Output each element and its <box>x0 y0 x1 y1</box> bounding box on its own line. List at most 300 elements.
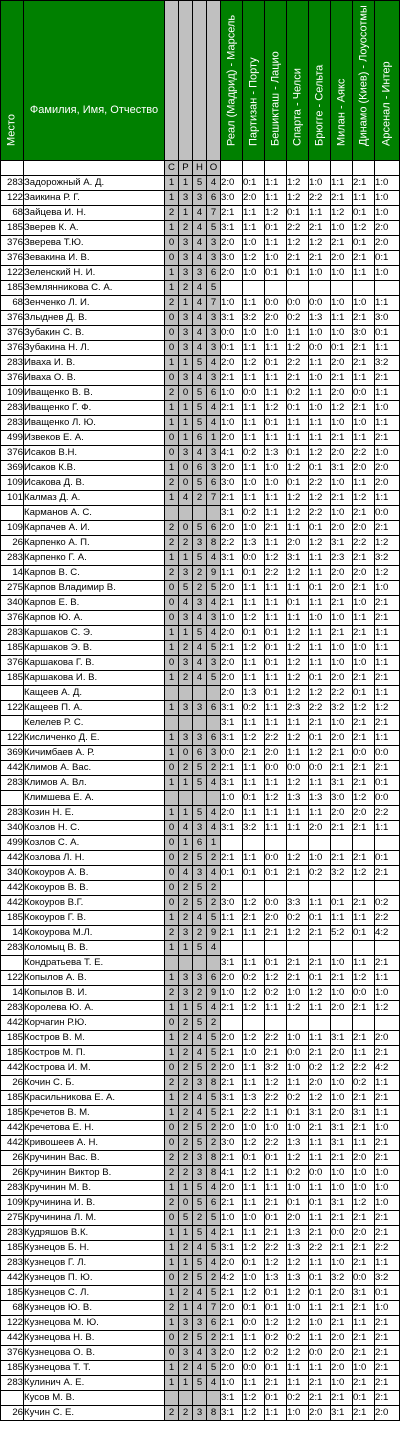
cell-prediction: 1:0 <box>265 326 287 341</box>
cell-played: 2 <box>165 926 179 941</box>
cell-points: 5 <box>207 911 221 926</box>
cell-outcome: 5 <box>193 1061 207 1076</box>
cell-prediction: 1:2 <box>265 1316 287 1331</box>
table-row <box>1 386 400 401</box>
cell-prediction: 0:1 <box>287 401 309 416</box>
cell-prediction: 0:1 <box>265 641 287 656</box>
cell-prediction: 3:2 <box>331 701 353 716</box>
cell-prediction: 0:1 <box>221 341 243 356</box>
cell-prediction: 2:0 <box>375 476 400 491</box>
cell-prediction: 1:0 <box>375 191 400 206</box>
cell-exact: 0 <box>179 1196 193 1211</box>
cell-prediction: 1:0 <box>375 581 400 596</box>
cell-place: 109 <box>1 476 24 491</box>
cell-prediction: 3:0 <box>353 326 375 341</box>
stat-header-blank <box>221 161 243 176</box>
cell-outcome: 4 <box>193 371 207 386</box>
cell-prediction: 0:1 <box>243 1301 265 1316</box>
cell-name: Исаков К.В. <box>24 461 165 476</box>
cell-played: 2 <box>165 566 179 581</box>
cell-prediction: 1:2 <box>287 491 309 506</box>
table-row <box>1 671 400 686</box>
cell-outcome: 3 <box>193 596 207 611</box>
cell-played: 1 <box>165 491 179 506</box>
cell-outcome: 5 <box>193 1196 207 1211</box>
cell-prediction: 1:1 <box>309 551 331 566</box>
cell-points: 2 <box>207 881 221 896</box>
cell-prediction: 1:0 <box>375 266 400 281</box>
cell-place: 369 <box>1 461 24 476</box>
cell-prediction: 2:0 <box>331 251 353 266</box>
cell-prediction: 0:1 <box>309 581 331 596</box>
cell-points: 6 <box>207 266 221 281</box>
table-row <box>1 1301 400 1316</box>
cell-prediction: 2:1 <box>221 1046 243 1061</box>
cell-prediction: 1:0 <box>243 476 265 491</box>
cell-prediction: 3:1 <box>221 506 243 521</box>
cell-played: 2 <box>165 1196 179 1211</box>
cell-place <box>1 716 24 731</box>
cell-outcome: 2 <box>193 986 207 1001</box>
cell-prediction: 1:2 <box>353 971 375 986</box>
stat-header-blank <box>24 161 165 176</box>
cell-place: 14 <box>1 926 24 941</box>
cell-name: Королева Ю. А. <box>24 1001 165 1016</box>
cell-prediction: 3:3 <box>287 896 309 911</box>
cell-prediction <box>309 836 331 851</box>
cell-prediction: 0:1 <box>353 206 375 221</box>
cell-outcome: 4 <box>193 1241 207 1256</box>
cell-prediction: 1:2 <box>353 791 375 806</box>
cell-prediction: 2:1 <box>331 491 353 506</box>
cell-prediction: 0:0 <box>243 551 265 566</box>
cell-points: 7 <box>207 491 221 506</box>
cell-points: 8 <box>207 1406 221 1421</box>
cell-prediction: 1:1 <box>353 611 375 626</box>
cell-place: 442 <box>1 761 24 776</box>
cell-prediction: 1:0 <box>309 851 331 866</box>
cell-prediction <box>331 836 353 851</box>
cell-prediction: 1:2 <box>287 1286 309 1301</box>
cell-prediction: 2:2 <box>265 1241 287 1256</box>
cell-prediction: 2:0 <box>331 566 353 581</box>
cell-prediction: 1:0 <box>375 206 400 221</box>
cell-prediction: 1:2 <box>287 461 309 476</box>
cell-played: 2 <box>165 1076 179 1091</box>
cell-prediction: 2:1 <box>375 521 400 536</box>
cell-prediction: 1:2 <box>287 1151 309 1166</box>
cell-prediction: 2:1 <box>353 671 375 686</box>
table-row <box>1 1256 400 1271</box>
cell-name: Иващенко В. В. <box>24 386 165 401</box>
cell-prediction: 1:1 <box>375 1106 400 1121</box>
cell-name: Карпов Владимир В. <box>24 581 165 596</box>
cell-prediction <box>221 881 243 896</box>
cell-prediction <box>353 941 375 956</box>
cell-place: 109 <box>1 521 24 536</box>
cell-prediction: 2:0 <box>331 731 353 746</box>
cell-prediction: 0:2 <box>287 911 309 926</box>
header-match: Спарта - Челси <box>287 1 309 161</box>
cell-prediction: 2:1 <box>243 746 265 761</box>
cell-prediction: 1:1 <box>287 1361 309 1376</box>
cell-outcome <box>193 791 207 806</box>
cell-prediction <box>221 281 243 296</box>
cell-outcome: 4 <box>193 1091 207 1106</box>
cell-prediction: 1:3 <box>287 1241 309 1256</box>
cell-prediction: 2:0 <box>331 1001 353 1016</box>
cell-prediction: 0:1 <box>265 656 287 671</box>
cell-prediction: 1:1 <box>265 491 287 506</box>
cell-prediction: 0:0 <box>265 761 287 776</box>
cell-prediction: 1:2 <box>309 986 331 1001</box>
table-row <box>1 461 400 476</box>
table-row <box>1 191 400 206</box>
cell-prediction: 1:2 <box>331 1061 353 1076</box>
cell-prediction: 2:1 <box>375 716 400 731</box>
cell-prediction: 2:1 <box>265 1046 287 1061</box>
header-match: Партизан - Порту <box>243 1 265 161</box>
cell-prediction: 2:1 <box>331 191 353 206</box>
cell-prediction: 1:1 <box>309 1361 331 1376</box>
cell-prediction: 1:0 <box>221 416 243 431</box>
cell-prediction: 1:1 <box>375 686 400 701</box>
cell-name: Кусов М. В. <box>24 1391 165 1406</box>
cell-prediction: 2:1 <box>221 401 243 416</box>
cell-exact: 0 <box>179 461 193 476</box>
cell-name: Климов А. Вас. <box>24 761 165 776</box>
cell-prediction: 1:1 <box>243 716 265 731</box>
cell-exact: 2 <box>179 881 193 896</box>
cell-played: 0 <box>165 851 179 866</box>
cell-outcome: 4 <box>193 656 207 671</box>
cell-exact: 3 <box>179 341 193 356</box>
cell-prediction: 2:1 <box>375 1316 400 1331</box>
cell-name: Карпов Ю. А. <box>24 611 165 626</box>
cell-place: 185 <box>1 1106 24 1121</box>
cell-prediction: 1:1 <box>309 641 331 656</box>
cell-place <box>1 956 24 971</box>
cell-prediction: 2:1 <box>375 1091 400 1106</box>
cell-exact: 3 <box>179 251 193 266</box>
cell-prediction: 2:1 <box>287 251 309 266</box>
cell-place: 283 <box>1 551 24 566</box>
cell-place: 14 <box>1 566 24 581</box>
header-place: Место <box>1 1 24 161</box>
cell-prediction: 1:1 <box>265 386 287 401</box>
cell-place: 376 <box>1 311 24 326</box>
cell-prediction: 1:1 <box>243 221 265 236</box>
cell-name: Кондратьева Т. Е. <box>24 956 165 971</box>
cell-prediction: 1:1 <box>309 806 331 821</box>
cell-exact: 3 <box>179 446 193 461</box>
cell-place: 122 <box>1 191 24 206</box>
table-row <box>1 731 400 746</box>
cell-played: 0 <box>165 1271 179 1286</box>
cell-prediction: 2:1 <box>353 401 375 416</box>
cell-prediction: 1:2 <box>265 401 287 416</box>
cell-prediction: 0:0 <box>375 746 400 761</box>
table-row <box>1 911 400 926</box>
cell-prediction: 1:0 <box>331 1181 353 1196</box>
cell-prediction <box>375 281 400 296</box>
cell-points: 3 <box>207 461 221 476</box>
cell-prediction: 2:1 <box>375 371 400 386</box>
cell-name: Кучин С. Е. <box>24 1406 165 1421</box>
cell-points: 3 <box>207 251 221 266</box>
cell-exact: 2 <box>179 1091 193 1106</box>
cell-name: Кудряшов В.К. <box>24 1226 165 1241</box>
cell-points: 5 <box>207 671 221 686</box>
cell-prediction: 1:1 <box>265 806 287 821</box>
cell-outcome: 2 <box>193 566 207 581</box>
cell-prediction: 2:0 <box>331 1106 353 1121</box>
cell-prediction: 1:1 <box>375 971 400 986</box>
cell-points: 3 <box>207 446 221 461</box>
cell-prediction: 0:2 <box>309 866 331 881</box>
cell-points: 5 <box>207 1286 221 1301</box>
cell-prediction: 2:2 <box>221 536 243 551</box>
cell-played: 1 <box>165 776 179 791</box>
cell-outcome: 6 <box>193 431 207 446</box>
cell-prediction: 0:1 <box>375 1286 400 1301</box>
cell-played: 0 <box>165 326 179 341</box>
cell-outcome: 3 <box>193 191 207 206</box>
cell-prediction: 0:1 <box>309 911 331 926</box>
cell-prediction: 3:0 <box>331 791 353 806</box>
cell-name: Козин Н. Е. <box>24 806 165 821</box>
cell-prediction: 2:1 <box>309 1121 331 1136</box>
cell-prediction: 2:2 <box>309 506 331 521</box>
cell-points: 4 <box>207 1376 221 1391</box>
cell-prediction: 3:1 <box>221 1391 243 1406</box>
cell-prediction: 2:1 <box>375 1346 400 1361</box>
cell-outcome: 5 <box>193 1016 207 1031</box>
cell-prediction: 1:1 <box>375 731 400 746</box>
cell-prediction: 3:0 <box>375 311 400 326</box>
cell-prediction: 2:2 <box>287 356 309 371</box>
cell-points: 8 <box>207 1076 221 1091</box>
cell-place: 122 <box>1 701 24 716</box>
cell-prediction: 2:1 <box>331 761 353 776</box>
cell-prediction: 3:1 <box>221 776 243 791</box>
cell-prediction: 0:0 <box>353 986 375 1001</box>
cell-prediction: 1:1 <box>309 1331 331 1346</box>
cell-exact: 2 <box>179 1406 193 1421</box>
cell-points: 6 <box>207 386 221 401</box>
cell-prediction: 0:1 <box>243 791 265 806</box>
cell-prediction: 1:0 <box>265 461 287 476</box>
cell-prediction: 2:0 <box>221 176 243 191</box>
cell-played: 0 <box>165 1346 179 1361</box>
cell-outcome: 3 <box>193 866 207 881</box>
cell-prediction: 2:1 <box>353 551 375 566</box>
cell-prediction: 2:2 <box>309 476 331 491</box>
cell-place: 376 <box>1 656 24 671</box>
cell-prediction <box>265 836 287 851</box>
cell-prediction <box>287 941 309 956</box>
cell-place <box>1 1391 24 1406</box>
cell-place: 442 <box>1 1061 24 1076</box>
cell-place: 185 <box>1 1286 24 1301</box>
cell-exact: 3 <box>179 566 193 581</box>
cell-prediction: 0:0 <box>243 1361 265 1376</box>
header-match: Бешикташ - Лацио <box>265 1 287 161</box>
cell-name: Зевакина И. В. <box>24 251 165 266</box>
cell-prediction: 2:2 <box>353 446 375 461</box>
table-row <box>1 1136 400 1151</box>
cell-prediction: 1:1 <box>221 911 243 926</box>
cell-prediction: 1:1 <box>287 326 309 341</box>
cell-exact: 3 <box>179 701 193 716</box>
table-row <box>1 356 400 371</box>
cell-prediction: 1:1 <box>265 1166 287 1181</box>
cell-prediction: 2:0 <box>375 221 400 236</box>
cell-prediction <box>265 941 287 956</box>
cell-prediction: 1:0 <box>331 476 353 491</box>
cell-outcome: 5 <box>193 416 207 431</box>
cell-points: 2 <box>207 761 221 776</box>
cell-prediction: 2:1 <box>353 341 375 356</box>
cell-prediction: 3:1 <box>331 1406 353 1421</box>
cell-exact: 2 <box>179 1166 193 1181</box>
cell-prediction: 1:1 <box>265 596 287 611</box>
cell-prediction: 2:1 <box>353 1091 375 1106</box>
cell-prediction <box>265 281 287 296</box>
cell-outcome: 4 <box>193 1286 207 1301</box>
cell-name: Козлов Н. С. <box>24 821 165 836</box>
cell-prediction: 2:1 <box>331 1316 353 1331</box>
cell-prediction: 2:2 <box>243 1106 265 1121</box>
cell-prediction: 1:1 <box>265 176 287 191</box>
cell-place: 376 <box>1 251 24 266</box>
table-row <box>1 791 400 806</box>
cell-played: 1 <box>165 1181 179 1196</box>
cell-prediction: 1:1 <box>287 521 309 536</box>
cell-place: 442 <box>1 881 24 896</box>
cell-name: Исаков В.Н. <box>24 446 165 461</box>
table-row <box>1 296 400 311</box>
cell-place: 275 <box>1 1211 24 1226</box>
cell-prediction: 1:0 <box>331 656 353 671</box>
cell-prediction: 1:1 <box>287 746 309 761</box>
cell-played: 1 <box>165 1001 179 1016</box>
cell-prediction: 0:0 <box>309 1166 331 1181</box>
cell-name: Задорожный А. Д. <box>24 176 165 191</box>
cell-outcome: 4 <box>193 641 207 656</box>
cell-prediction: 1:0 <box>375 1121 400 1136</box>
cell-exact: 2 <box>179 641 193 656</box>
cell-exact: 2 <box>179 1271 193 1286</box>
cell-prediction: 1:1 <box>243 956 265 971</box>
cell-outcome: 4 <box>193 251 207 266</box>
table-row <box>1 1346 400 1361</box>
cell-prediction: 1:2 <box>265 551 287 566</box>
cell-played: 0 <box>165 1121 179 1136</box>
cell-prediction <box>331 281 353 296</box>
cell-name: Карпенко Г. А. <box>24 551 165 566</box>
cell-played: 1 <box>165 176 179 191</box>
cell-prediction: 1:3 <box>287 1226 309 1241</box>
cell-prediction: 2:1 <box>287 971 309 986</box>
cell-prediction: 0:2 <box>287 1331 309 1346</box>
cell-exact: 2 <box>179 1151 193 1166</box>
cell-points: 6 <box>207 191 221 206</box>
cell-prediction: 2:1 <box>309 956 331 971</box>
cell-name: Зубакин С. В. <box>24 326 165 341</box>
cell-prediction: 2:1 <box>353 896 375 911</box>
cell-outcome: 5 <box>193 386 207 401</box>
cell-place: 376 <box>1 446 24 461</box>
cell-prediction: 3:1 <box>221 1091 243 1106</box>
cell-prediction: 3:1 <box>331 776 353 791</box>
cell-place: 122 <box>1 731 24 746</box>
cell-prediction: 2:0 <box>221 656 243 671</box>
cell-prediction: 0:0 <box>331 1226 353 1241</box>
cell-exact: 2 <box>179 1061 193 1076</box>
stat-header-blank <box>309 161 331 176</box>
cell-name: Кривошеев А. Н. <box>24 1136 165 1151</box>
cell-prediction: 1:1 <box>287 416 309 431</box>
cell-points: 4 <box>207 551 221 566</box>
cell-prediction: 0:2 <box>287 1166 309 1181</box>
cell-points: 2 <box>207 1136 221 1151</box>
cell-name: Зверева Т.Ю. <box>24 236 165 251</box>
cell-prediction: 2:1 <box>353 176 375 191</box>
cell-prediction: 1:2 <box>243 731 265 746</box>
cell-prediction: 1:1 <box>243 1061 265 1076</box>
cell-played: 1 <box>165 941 179 956</box>
cell-prediction: 3:1 <box>331 1136 353 1151</box>
cell-exact: 4 <box>179 596 193 611</box>
cell-prediction: 0:1 <box>287 476 309 491</box>
cell-prediction: 0:2 <box>265 986 287 1001</box>
header-stat-spacer <box>207 1 221 161</box>
cell-prediction: 2:1 <box>353 1376 375 1391</box>
cell-prediction: 2:0 <box>353 806 375 821</box>
cell-points: 3 <box>207 326 221 341</box>
cell-prediction: 3:2 <box>243 821 265 836</box>
cell-prediction: 1:1 <box>243 461 265 476</box>
cell-played: 1 <box>165 641 179 656</box>
cell-exact: 3 <box>179 371 193 386</box>
cell-prediction: 1:3 <box>287 1136 309 1151</box>
cell-points: 2 <box>207 1271 221 1286</box>
cell-prediction: 1:2 <box>243 1346 265 1361</box>
cell-prediction: 2:1 <box>353 1301 375 1316</box>
cell-points: 3 <box>207 746 221 761</box>
cell-prediction: 1:1 <box>243 776 265 791</box>
table-row <box>1 851 400 866</box>
cell-place: 68 <box>1 296 24 311</box>
cell-played <box>165 956 179 971</box>
header-match: Динамо (Киев) - Лоуосотмы <box>353 1 375 161</box>
cell-prediction: 0:2 <box>287 1391 309 1406</box>
cell-played: 1 <box>165 1316 179 1331</box>
table-row <box>1 491 400 506</box>
cell-prediction: 2:1 <box>375 1046 400 1061</box>
cell-prediction: 1:1 <box>309 356 331 371</box>
cell-place: 376 <box>1 341 24 356</box>
stat-label: Р <box>179 161 193 176</box>
cell-prediction: 2:0 <box>221 1031 243 1046</box>
cell-prediction: 1:3 <box>265 1271 287 1286</box>
cell-played: 1 <box>165 701 179 716</box>
table-row <box>1 776 400 791</box>
cell-outcome: 2 <box>193 926 207 941</box>
cell-played: 1 <box>165 731 179 746</box>
cell-prediction: 2:0 <box>221 1061 243 1076</box>
